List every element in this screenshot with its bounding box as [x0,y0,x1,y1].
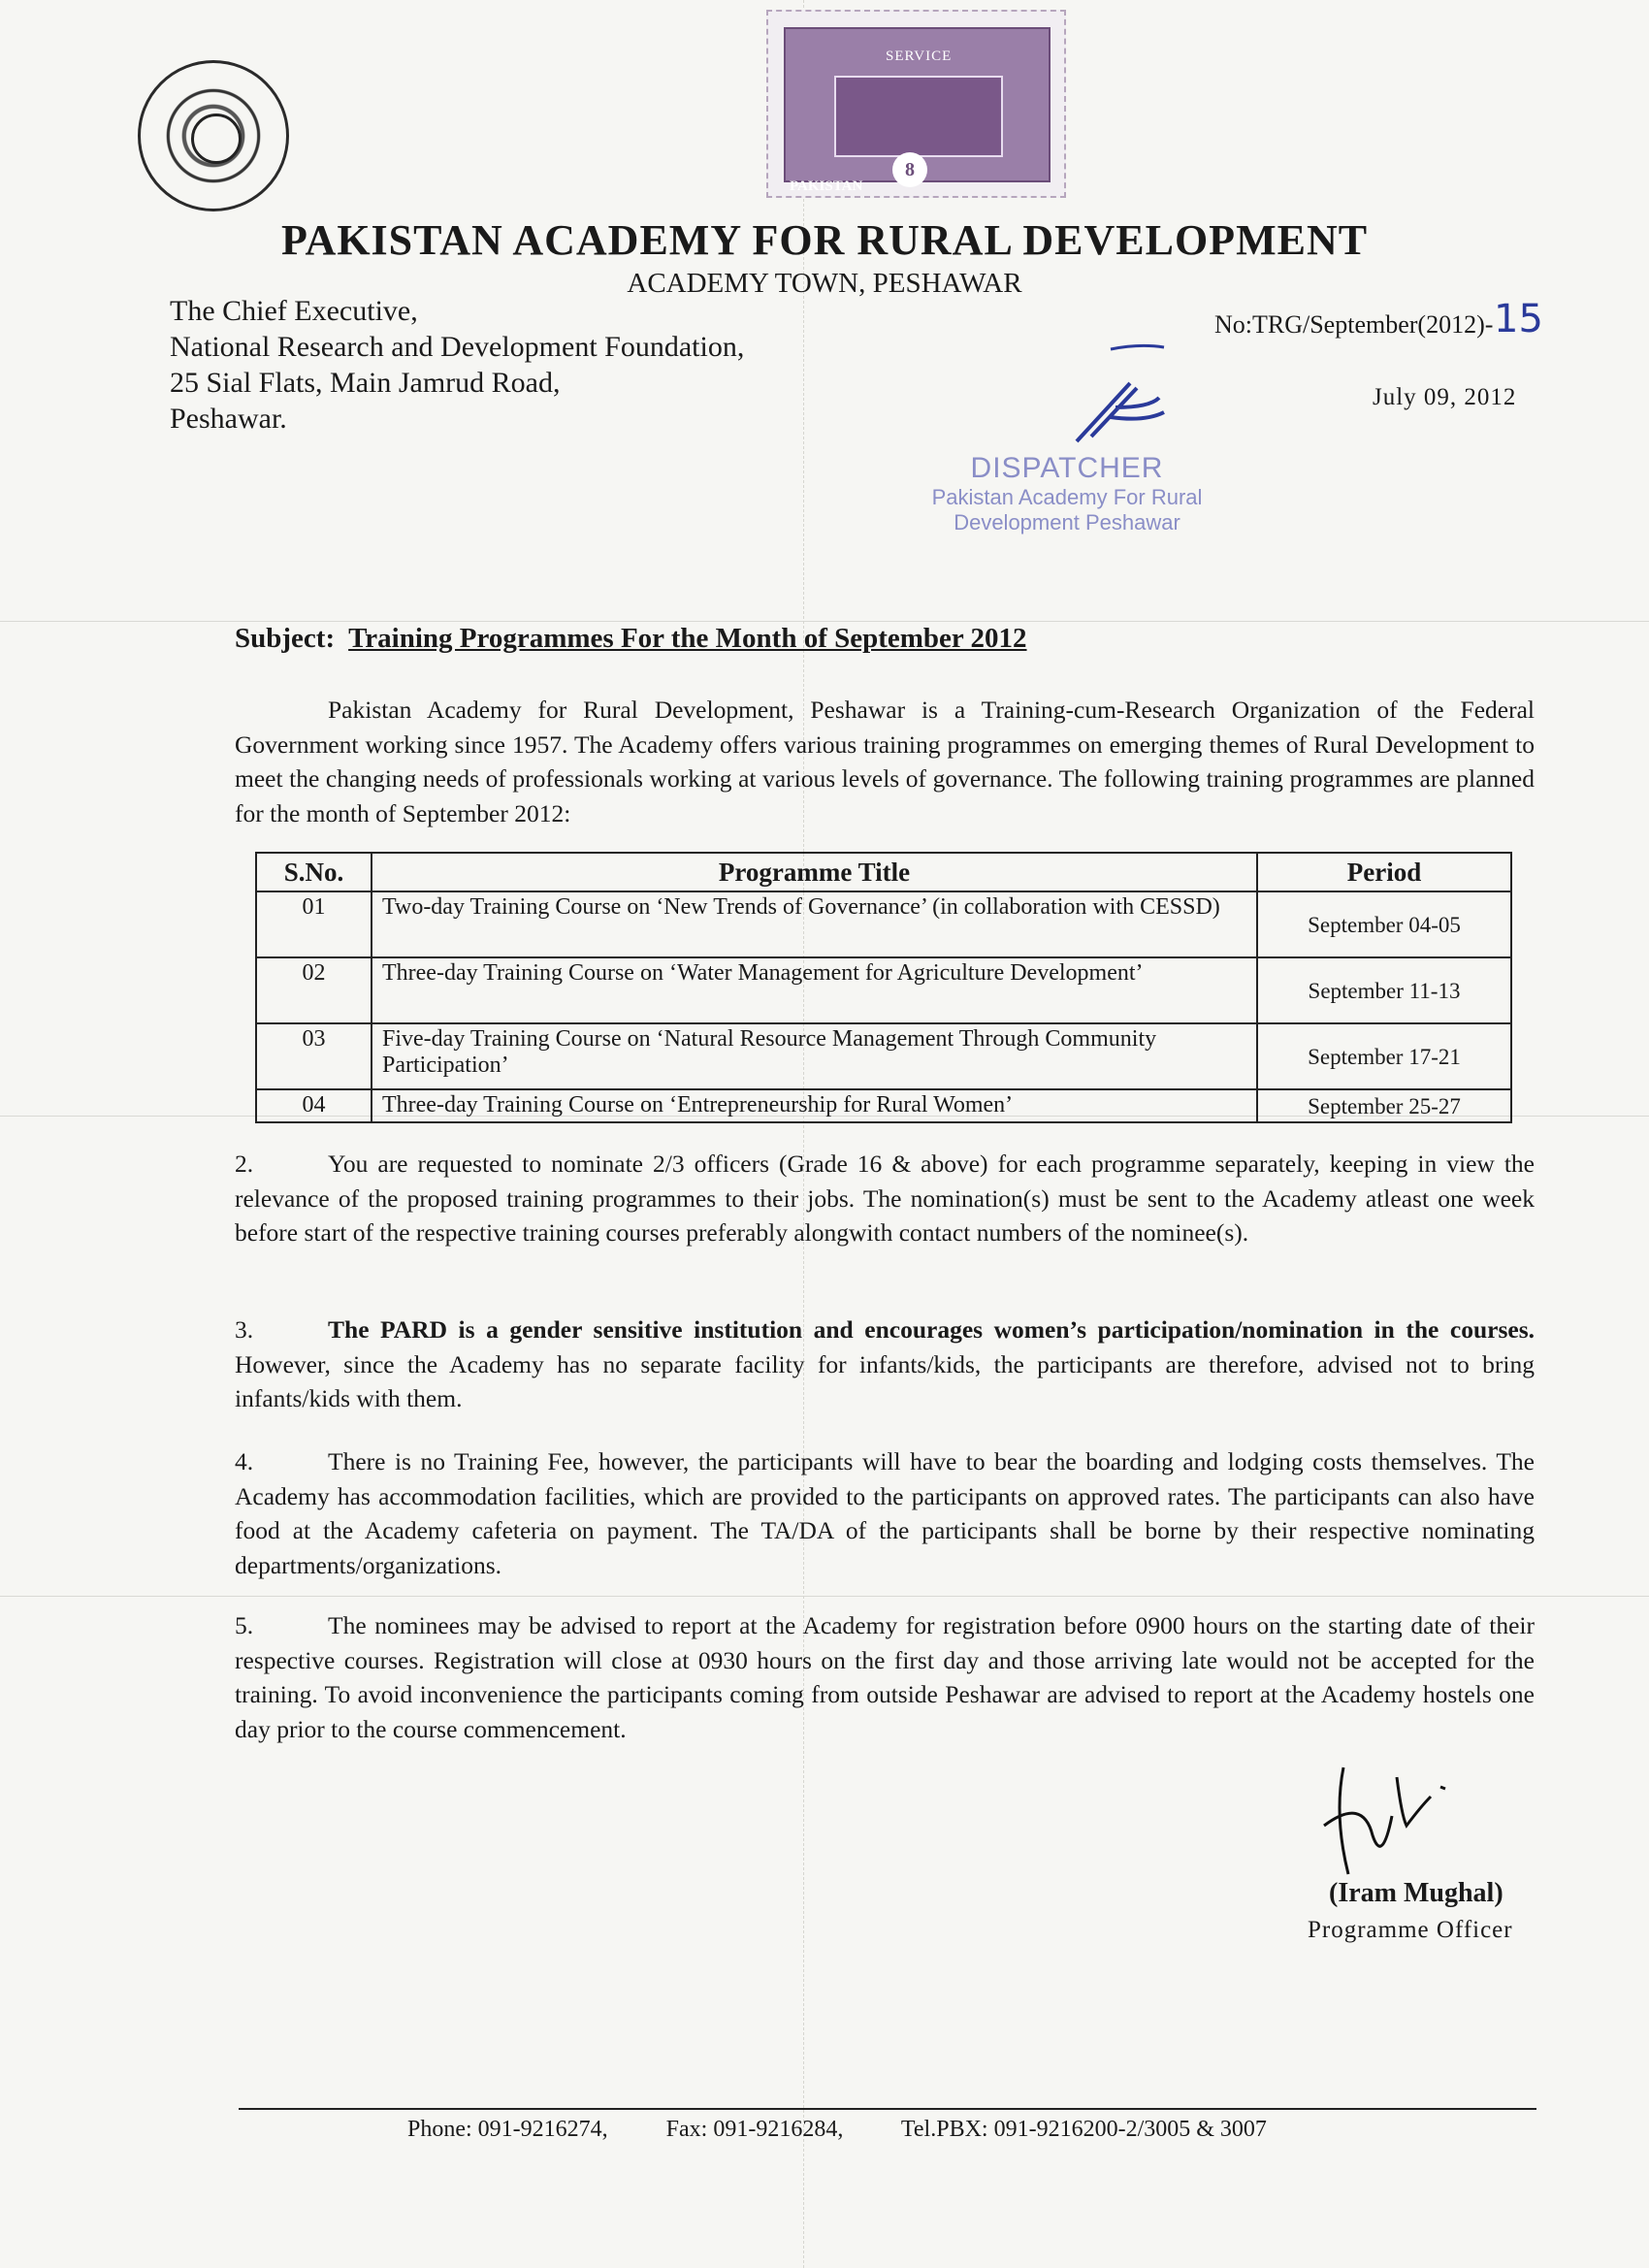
header-period: Period [1257,853,1511,891]
recipient-line: The Chief Executive, [170,295,418,327]
letterhead-subtitle: ACADEMY TOWN, PESHAWAR [627,268,1022,299]
academy-seal-logo [138,60,289,211]
footer-phone: Phone: 091-9216274, [407,2117,608,2142]
recipient-line: 25 Sial Flats, Main Jamrud Road, [170,367,561,399]
subject-label: Subject: [235,623,336,654]
cell-sno: 02 [256,957,372,1023]
cell-sno: 04 [256,1089,372,1122]
table-row [256,957,1511,1023]
paragraph-intro: Pakistan Academy for Rural Development, Peshawar is a Training-cum-Research Organization of the Federal Government working since 1957. The Academy offers various training programmes on emerging themes of Rural Development to meet the changing needs of professionals working at various levels of governance. The following training programmes are planned for the month of September 2012: [235,696,1535,827]
paragraph-number: 2. [235,1150,254,1178]
footer-rule [239,2108,1536,2110]
postage-stamp [766,10,1066,198]
handwritten-signature [1305,1758,1479,1884]
cell-title: Three-day Training Course on ‘Entrepreneurship for Rural Women’ [372,1089,1257,1122]
stamp-building-image [834,76,1003,157]
recipient-address [170,293,744,437]
dispatcher-stamp [873,452,1261,535]
paragraph-2 [235,1147,1535,1250]
stamp-top-text: SERVICE [886,49,953,64]
reference-number: No:TRG/September(2012)- [1214,310,1494,339]
paragraph-number: 3. [235,1315,254,1344]
cell-period: September 17-21 [1257,1023,1511,1089]
cell-title: Two-day Training Course on ‘New Trends of Governance’ (in collaboration with CESSD) [372,891,1257,957]
paragraph-text: However, since the Academy has no separate facility for infants/kids, the participants are therefore, advised not to bring infants/kids with them. [235,1349,1535,1412]
fold-line-vertical [803,0,804,2268]
footer-contacts [407,2117,1319,2143]
letterhead-title: PAKISTAN ACADEMY FOR RURAL DEVELOPMENT [280,216,1369,264]
header-title: Programme Title [372,853,1257,891]
paragraph-number: 4. [235,1447,254,1475]
table-header-row [256,853,1511,891]
initials-mark [1057,340,1174,456]
cell-period: September 04-05 [1257,891,1511,957]
signatory-designation: Programme Officer [1308,1917,1513,1943]
paragraph-text: The nominees may be advised to report at the Academy for registration before 0900 hours on the starting date of their respective courses. Registration will close at 0930 hours on the first day and those arriving late would not be accepted for the training. To avoid inconvenience the participants coming from outside Peshawar are advised to report at the Academy hostels one day prior to the course commencement. [235,1611,1535,1743]
subject-line [235,623,1027,655]
stamp-country: PAKISTAN [790,178,863,194]
programme-table [255,852,1512,1123]
cell-period: September 11-13 [1257,957,1511,1023]
header-sno: S.No. [256,853,372,891]
footer-pbx: Tel.PBX: 091-9216200-2/3005 & 3007 [900,2117,1267,2142]
cell-period: September 25-27 [1257,1089,1511,1122]
recipient-line: National Research and Development Foundation, [170,331,745,363]
subject-text: Training Programmes For the Month of September 2012 [348,623,1027,654]
letter-date: July 09, 2012 [1373,384,1517,410]
fold-line [0,1596,1649,1597]
cell-sno: 03 [256,1023,372,1089]
paragraph-5 [235,1608,1535,1746]
footer-fax: Fax: 091-9216284, [665,2117,844,2142]
dispatcher-title: DISPATCHER [970,452,1164,484]
paragraph-bold-text: The PARD is a gender sensitive institution and encourages women’s participation/nomination in the courses. [328,1315,1535,1344]
cell-title: Five-day Training Course on ‘Natural Resource Management Through Community Participation’ [372,1023,1257,1089]
stamp-value: 8 [892,152,927,187]
handwritten-reference: 15 [1494,297,1543,341]
recipient-line: Peshawar. [170,403,287,435]
fold-line [0,621,1649,622]
table-row [256,891,1511,957]
paragraph-4 [235,1444,1535,1582]
signatory-name: (Iram Mughal) [1329,1878,1504,1908]
paragraph-number: 5. [235,1611,254,1639]
paragraph-text: You are requested to nominate 2/3 officers (Grade 16 & above) for each programme separately, keeping in view the relevance of the proposed training programmes to their jobs. The nomination(s) must be sent to the Academy atleast one week before start of the respective training courses preferably alongwith contact numbers of the nominee(s). [235,1150,1535,1247]
cell-sno: 01 [256,891,372,957]
dispatcher-line: Pakistan Academy For Rural [931,485,1203,509]
table-row [256,1089,1511,1122]
table-row [256,1023,1511,1089]
paragraph-3 [235,1312,1535,1416]
dispatcher-line: Development Peshawar [954,510,1180,535]
cell-title: Three-day Training Course on ‘Water Management for Agriculture Development’ [372,957,1257,1023]
paragraph-text: There is no Training Fee, however, the participants will have to bear the boarding and lodging costs themselves. The Academy has accommodation facilities, which are provided to the participants on approved rates. The participants can also have food at the Academy cafeteria on payment. The TA/DA of the participants shall be borne by their respective nominating departments/organizations. [235,1447,1535,1579]
